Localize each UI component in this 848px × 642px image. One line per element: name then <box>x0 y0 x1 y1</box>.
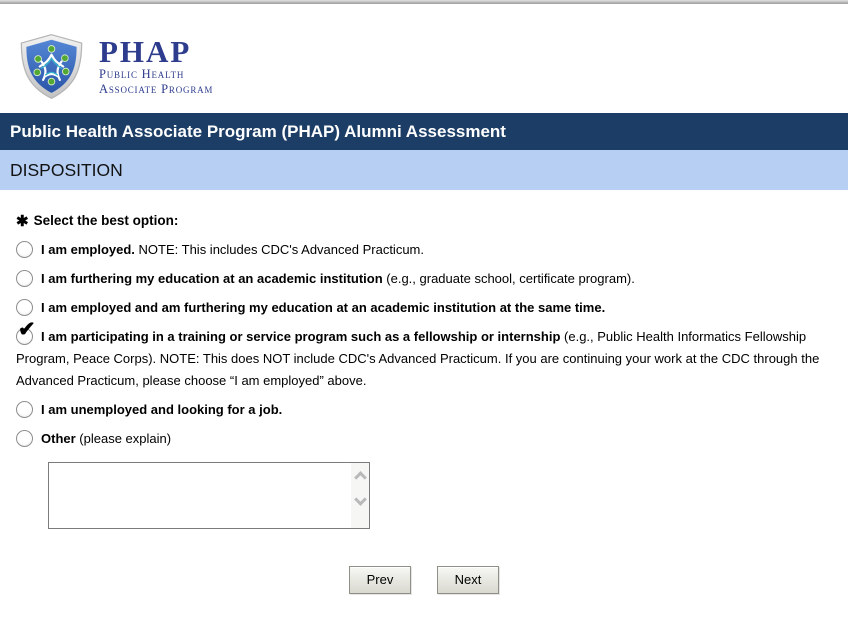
radio-button-other[interactable] <box>16 430 33 447</box>
radio-button-employed[interactable] <box>16 241 33 258</box>
radio-option-training-program[interactable] <box>16 318 828 392</box>
radio-button-furthering-education[interactable] <box>16 270 33 287</box>
option-main-text: I am unemployed and looking for a job. <box>41 402 283 417</box>
prev-button[interactable]: Prev <box>349 566 411 594</box>
radio-button-employed-and-education[interactable] <box>16 299 33 316</box>
option-note-text: NOTE: This includes CDC's Advanced Practicum. <box>134 242 424 257</box>
radio-option-employed-and-education[interactable] <box>16 297 828 319</box>
option-main-text: I am employed. <box>41 242 135 257</box>
radio-option-other[interactable] <box>16 428 828 450</box>
section-title: DISPOSITION <box>10 160 123 180</box>
navigation-buttons <box>16 566 832 594</box>
option-main-text: I am employed and am furthering my education at an academic institution at the same time. <box>41 300 606 315</box>
option-note-text: (please explain) <box>75 431 172 446</box>
option-main-text: I am participating in a training or service program such as a fellowship or internship <box>41 329 561 344</box>
radio-button-unemployed[interactable] <box>16 401 33 418</box>
option-main-text: I am furthering my education at an academic institution <box>41 271 383 286</box>
option-note-text: (e.g., graduate school, certificate program). <box>382 271 635 286</box>
logo-area <box>0 4 848 113</box>
assessment-title-bar <box>0 113 848 150</box>
scroll-down-icon[interactable] <box>354 493 367 506</box>
radio-button-training-program-selected[interactable] <box>16 318 36 345</box>
assessment-title: Public Health Associate Program (PHAP) Alumni Assessment <box>10 122 506 141</box>
other-explain-textarea[interactable] <box>49 463 352 528</box>
radio-option-employed[interactable] <box>16 239 828 261</box>
option-main-text: Other <box>41 431 76 446</box>
logo-name-line2: Associate Program <box>99 82 214 96</box>
logo-wordmark <box>99 33 213 97</box>
radio-option-furthering-education[interactable] <box>16 268 828 290</box>
question-label-row <box>16 211 832 229</box>
phap-shield-logo-icon <box>15 33 88 100</box>
check-icon: ✔ <box>18 318 36 341</box>
other-explain-field <box>48 462 370 529</box>
scroll-up-icon[interactable] <box>354 471 367 484</box>
next-button[interactable]: Next <box>437 566 499 594</box>
section-header-bar <box>0 150 848 190</box>
logo-name-line1: Public Health <box>99 67 185 81</box>
question-label: Select the best option: <box>33 213 179 228</box>
radio-option-unemployed[interactable] <box>16 399 828 421</box>
required-asterisk-icon: ✱ <box>16 213 29 230</box>
logo-acronym: PHAP <box>99 34 192 69</box>
option-note-text: (e.g., Public Health Informatics Fellowship Program, Peace Corps). NOTE: This does NOT include CDC's Advanced Practicum. If you are continuing your work at the CDC through the Advanced Practicum, please choose “I am employed” above. <box>16 329 820 388</box>
textarea-scrollbar[interactable] <box>351 463 369 528</box>
form-content <box>0 190 848 594</box>
